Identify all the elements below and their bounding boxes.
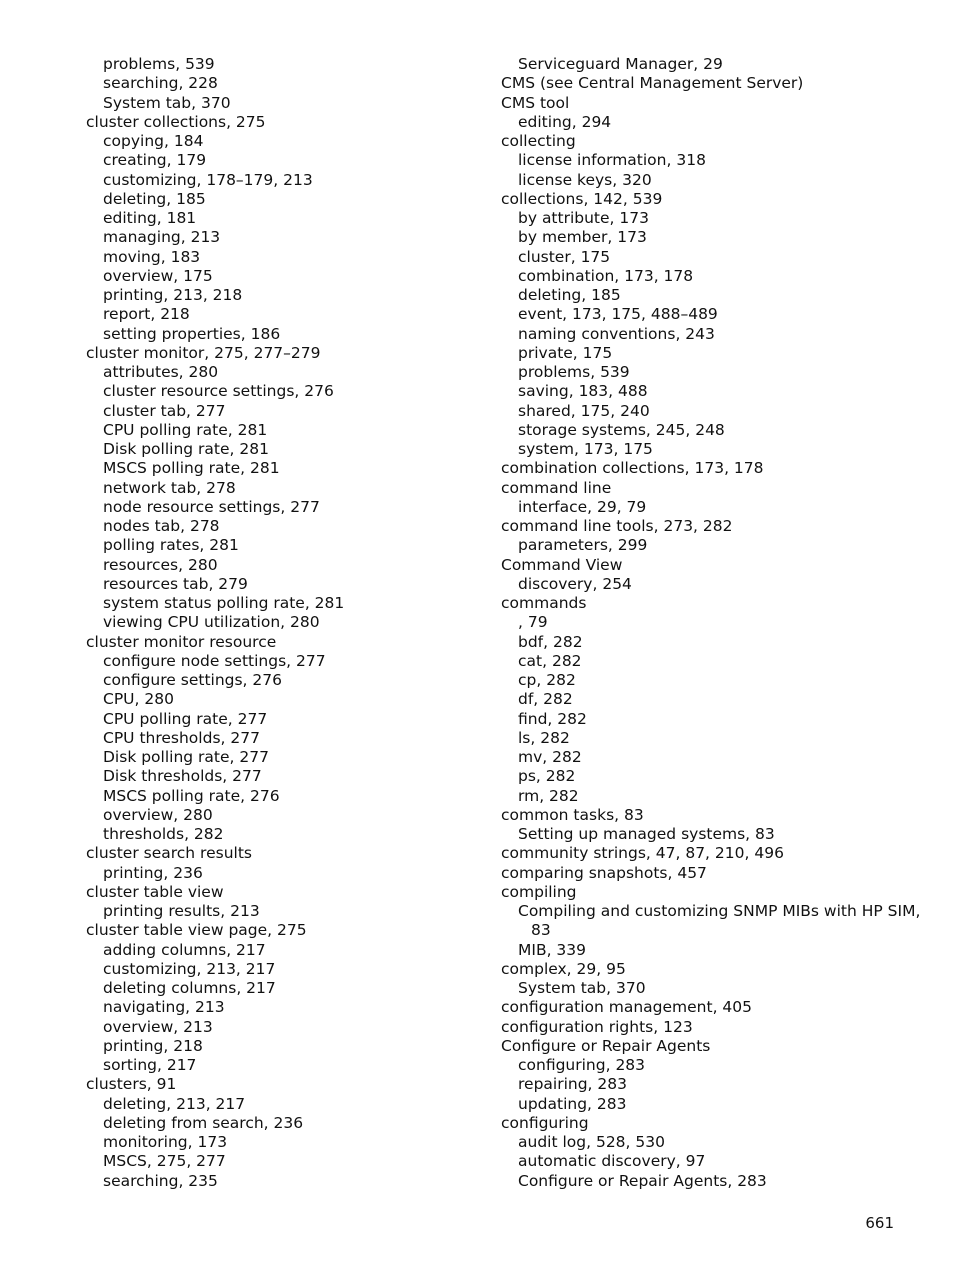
index-sub-entry: deleting, 185	[103, 189, 206, 208]
index-sub-entry: MSCS polling rate, 281	[103, 459, 280, 478]
index-sub-entry: CPU polling rate, 277	[103, 709, 268, 728]
index-main-entry: comparing snapshots, 457	[501, 863, 707, 882]
index-sub-entry: configuring, 283	[518, 1056, 646, 1074]
page-number: 661	[865, 1214, 894, 1232]
index-sub-entry: deleting, 213, 217	[103, 1094, 246, 1113]
index-main-entry: CMS (see Central Management Server)	[501, 74, 804, 93]
index-sub-entry: printing results, 213	[103, 902, 260, 920]
index-sub-entry: parameters, 299	[518, 536, 648, 555]
index-main-entry: cluster table view	[86, 882, 224, 901]
index-sub-entry: combination, 173, 178	[518, 266, 694, 285]
index-sub-entry: Configure or Repair Agents, 283	[518, 1171, 767, 1190]
index-sub-entry: thresholds, 282	[103, 825, 224, 843]
index-sub-entry: overview, 280	[103, 805, 213, 824]
index-sub-entry: System tab, 370	[103, 93, 231, 112]
index-sub-entry: cat, 282	[518, 651, 582, 670]
index-main-entry: configuration management, 405	[501, 998, 753, 1017]
index-sub-entry: nodes tab, 278	[103, 517, 220, 535]
index-sub-entry: Serviceguard Manager, 29	[518, 55, 723, 73]
index-main-entry: compiling	[501, 882, 577, 901]
index-sub-entry: searching, 235	[103, 1171, 218, 1190]
index-main-entry: common tasks, 83	[501, 805, 644, 824]
index-sub-entry: storage systems, 245, 248	[518, 420, 725, 439]
index-sub-entry: System tab, 370	[518, 979, 646, 997]
index-main-entry: cluster search results	[86, 844, 252, 863]
index-sub-entry: rm, 282	[518, 786, 579, 805]
index-sub-entry: system, 173, 175	[518, 440, 653, 458]
index-main-entry: collecting	[501, 132, 576, 150]
index-sub-entry: configure settings, 276	[103, 671, 282, 689]
index-main-entry: cluster monitor resource	[86, 632, 277, 651]
index-sub-entry: managing, 213	[103, 228, 221, 247]
index-sub-entry: overview, 175	[103, 266, 213, 285]
index-sub-entry: saving, 183, 488	[518, 382, 648, 401]
index-sub-entry: editing, 294	[518, 112, 612, 131]
index-sub-entry: shared, 175, 240	[518, 401, 650, 420]
index-sub-entry: automatic discovery, 97	[518, 1152, 706, 1171]
index-main-entry: cluster monitor, 275, 277–279	[86, 343, 321, 362]
index-main-entry: Configure or Repair Agents	[501, 1036, 711, 1055]
index-sub-entry: copying, 184	[103, 132, 204, 150]
index-sub-entry: cluster, 175	[518, 247, 611, 266]
index-sub-entry: bdf, 282	[518, 632, 583, 651]
index-sub-entry: MSCS polling rate, 276	[103, 786, 280, 805]
index-main-entry: command line	[501, 478, 612, 497]
index-sub-entry: deleting from search, 236	[103, 1113, 304, 1132]
index-main-entry: configuring	[501, 1113, 589, 1132]
index-sub-entry: monitoring, 173	[103, 1133, 228, 1151]
index-sub-entry: deleting, 185	[518, 286, 621, 304]
index-sub-entry: naming conventions, 243	[518, 324, 715, 343]
index-sub-entry: system status polling rate, 281	[103, 594, 345, 612]
index-sub-entry: ps, 282	[518, 767, 576, 786]
index-sub-entry: Compiling and customizing SNMP MIBs with HP SIM,	[518, 902, 921, 920]
index-sub-entry: updating, 283	[518, 1094, 627, 1113]
index-sub-entry: printing, 218	[103, 1036, 203, 1055]
index-main-entry: clusters, 91	[86, 1075, 177, 1094]
index-sub-entry: find, 282	[518, 709, 587, 728]
index-sub-entry: interface, 29, 79	[518, 497, 647, 516]
index-main-entry: complex, 29, 95	[501, 959, 626, 978]
index-sub-entry: discovery, 254	[518, 574, 632, 593]
index-sub-entry: editing, 181	[103, 209, 197, 227]
index-main-entry: Command View	[501, 555, 623, 574]
index-sub-entry: cluster resource settings, 276	[103, 382, 334, 401]
index-sub-entry: sorting, 217	[103, 1056, 197, 1074]
index-sub-entry: configure node settings, 277	[103, 651, 326, 670]
index-sub-entry: searching, 228	[103, 74, 218, 93]
index-sub-entry: cluster tab, 277	[103, 401, 226, 420]
index-sub-entry: Disk polling rate, 281	[103, 440, 269, 458]
index-sub-entry: report, 218	[103, 305, 190, 324]
index-sub-entry: network tab, 278	[103, 478, 236, 497]
index-main-entry: configuration rights, 123	[501, 1017, 693, 1036]
index-sub-entry: viewing CPU utilization, 280	[103, 613, 320, 632]
index-sub-entry: cp, 282	[518, 671, 576, 689]
index-main-entry: command line tools, 273, 282	[501, 517, 733, 535]
index-sub-entry: problems, 539	[103, 55, 215, 73]
index-sub-entry: problems, 539	[518, 363, 630, 381]
index-sub-entry: ls, 282	[518, 728, 570, 747]
index-sub-entry: by member, 173	[518, 228, 647, 247]
index-sub-entry: Disk thresholds, 277	[103, 767, 262, 786]
index-sub-entry: license information, 318	[518, 151, 706, 170]
index-main-entry: combination collections, 173, 178	[501, 459, 764, 478]
index-sub-entry: customizing, 213, 217	[103, 959, 276, 978]
index-main-entry: community strings, 47, 87, 210, 496	[501, 844, 784, 863]
index-sub-entry: by attribute, 173	[518, 209, 649, 227]
index-sub-entry: setting properties, 186	[103, 324, 281, 343]
index-column-right	[501, 55, 921, 1191]
index-sub-entry: attributes, 280	[103, 363, 219, 381]
index-sub-entry: mv, 282	[518, 748, 582, 766]
index-main-entry: collections, 142, 539	[501, 189, 663, 208]
index-sub-entry: MIB, 339	[518, 940, 587, 959]
index-sub-entry: CPU, 280	[103, 690, 174, 709]
index-sub-entry: df, 282	[518, 690, 573, 709]
index-main-entry: CMS tool	[501, 93, 570, 112]
index-main-entry: commands	[501, 594, 587, 612]
index-sub-entry: CPU thresholds, 277	[103, 728, 260, 747]
index-sub-entry: printing, 236	[103, 863, 203, 882]
index-sub-entry: adding columns, 217	[103, 940, 266, 959]
index-sub-entry: deleting columns, 217	[103, 979, 276, 997]
index-sub-entry: event, 173, 175, 488–489	[518, 305, 718, 324]
index-sub-entry: audit log, 528, 530	[518, 1133, 665, 1151]
index-sub-entry: overview, 213	[103, 1017, 213, 1036]
index-column-left	[86, 55, 486, 1191]
index-sub-entry: moving, 183	[103, 247, 201, 266]
index-sub-entry: customizing, 178–179, 213	[103, 170, 313, 189]
index-sub-entry: Setting up managed systems, 83	[518, 825, 775, 843]
index-main-entry: cluster table view page, 275	[86, 921, 307, 940]
index-sub-entry: license keys, 320	[518, 170, 652, 189]
index-sub-entry: resources tab, 279	[103, 574, 248, 593]
index-sub-entry: resources, 280	[103, 555, 218, 574]
index-sub-entry: polling rates, 281	[103, 536, 239, 555]
index-sub-entry: navigating, 213	[103, 998, 225, 1017]
index-sub-entry: creating, 179	[103, 151, 207, 170]
index-sub-entry: CPU polling rate, 281	[103, 420, 268, 439]
index-sub-entry: repairing, 283	[518, 1075, 627, 1094]
index-sub-entry: private, 175	[518, 343, 613, 362]
index-sub-entry: 83	[531, 921, 551, 940]
index-sub-entry: , 79	[518, 613, 548, 632]
index-sub-entry: Disk polling rate, 277	[103, 748, 269, 766]
index-sub-entry: MSCS, 275, 277	[103, 1152, 226, 1171]
index-sub-entry: printing, 213, 218	[103, 286, 243, 304]
index-sub-entry: node resource settings, 277	[103, 497, 320, 516]
index-main-entry: cluster collections, 275	[86, 112, 266, 131]
